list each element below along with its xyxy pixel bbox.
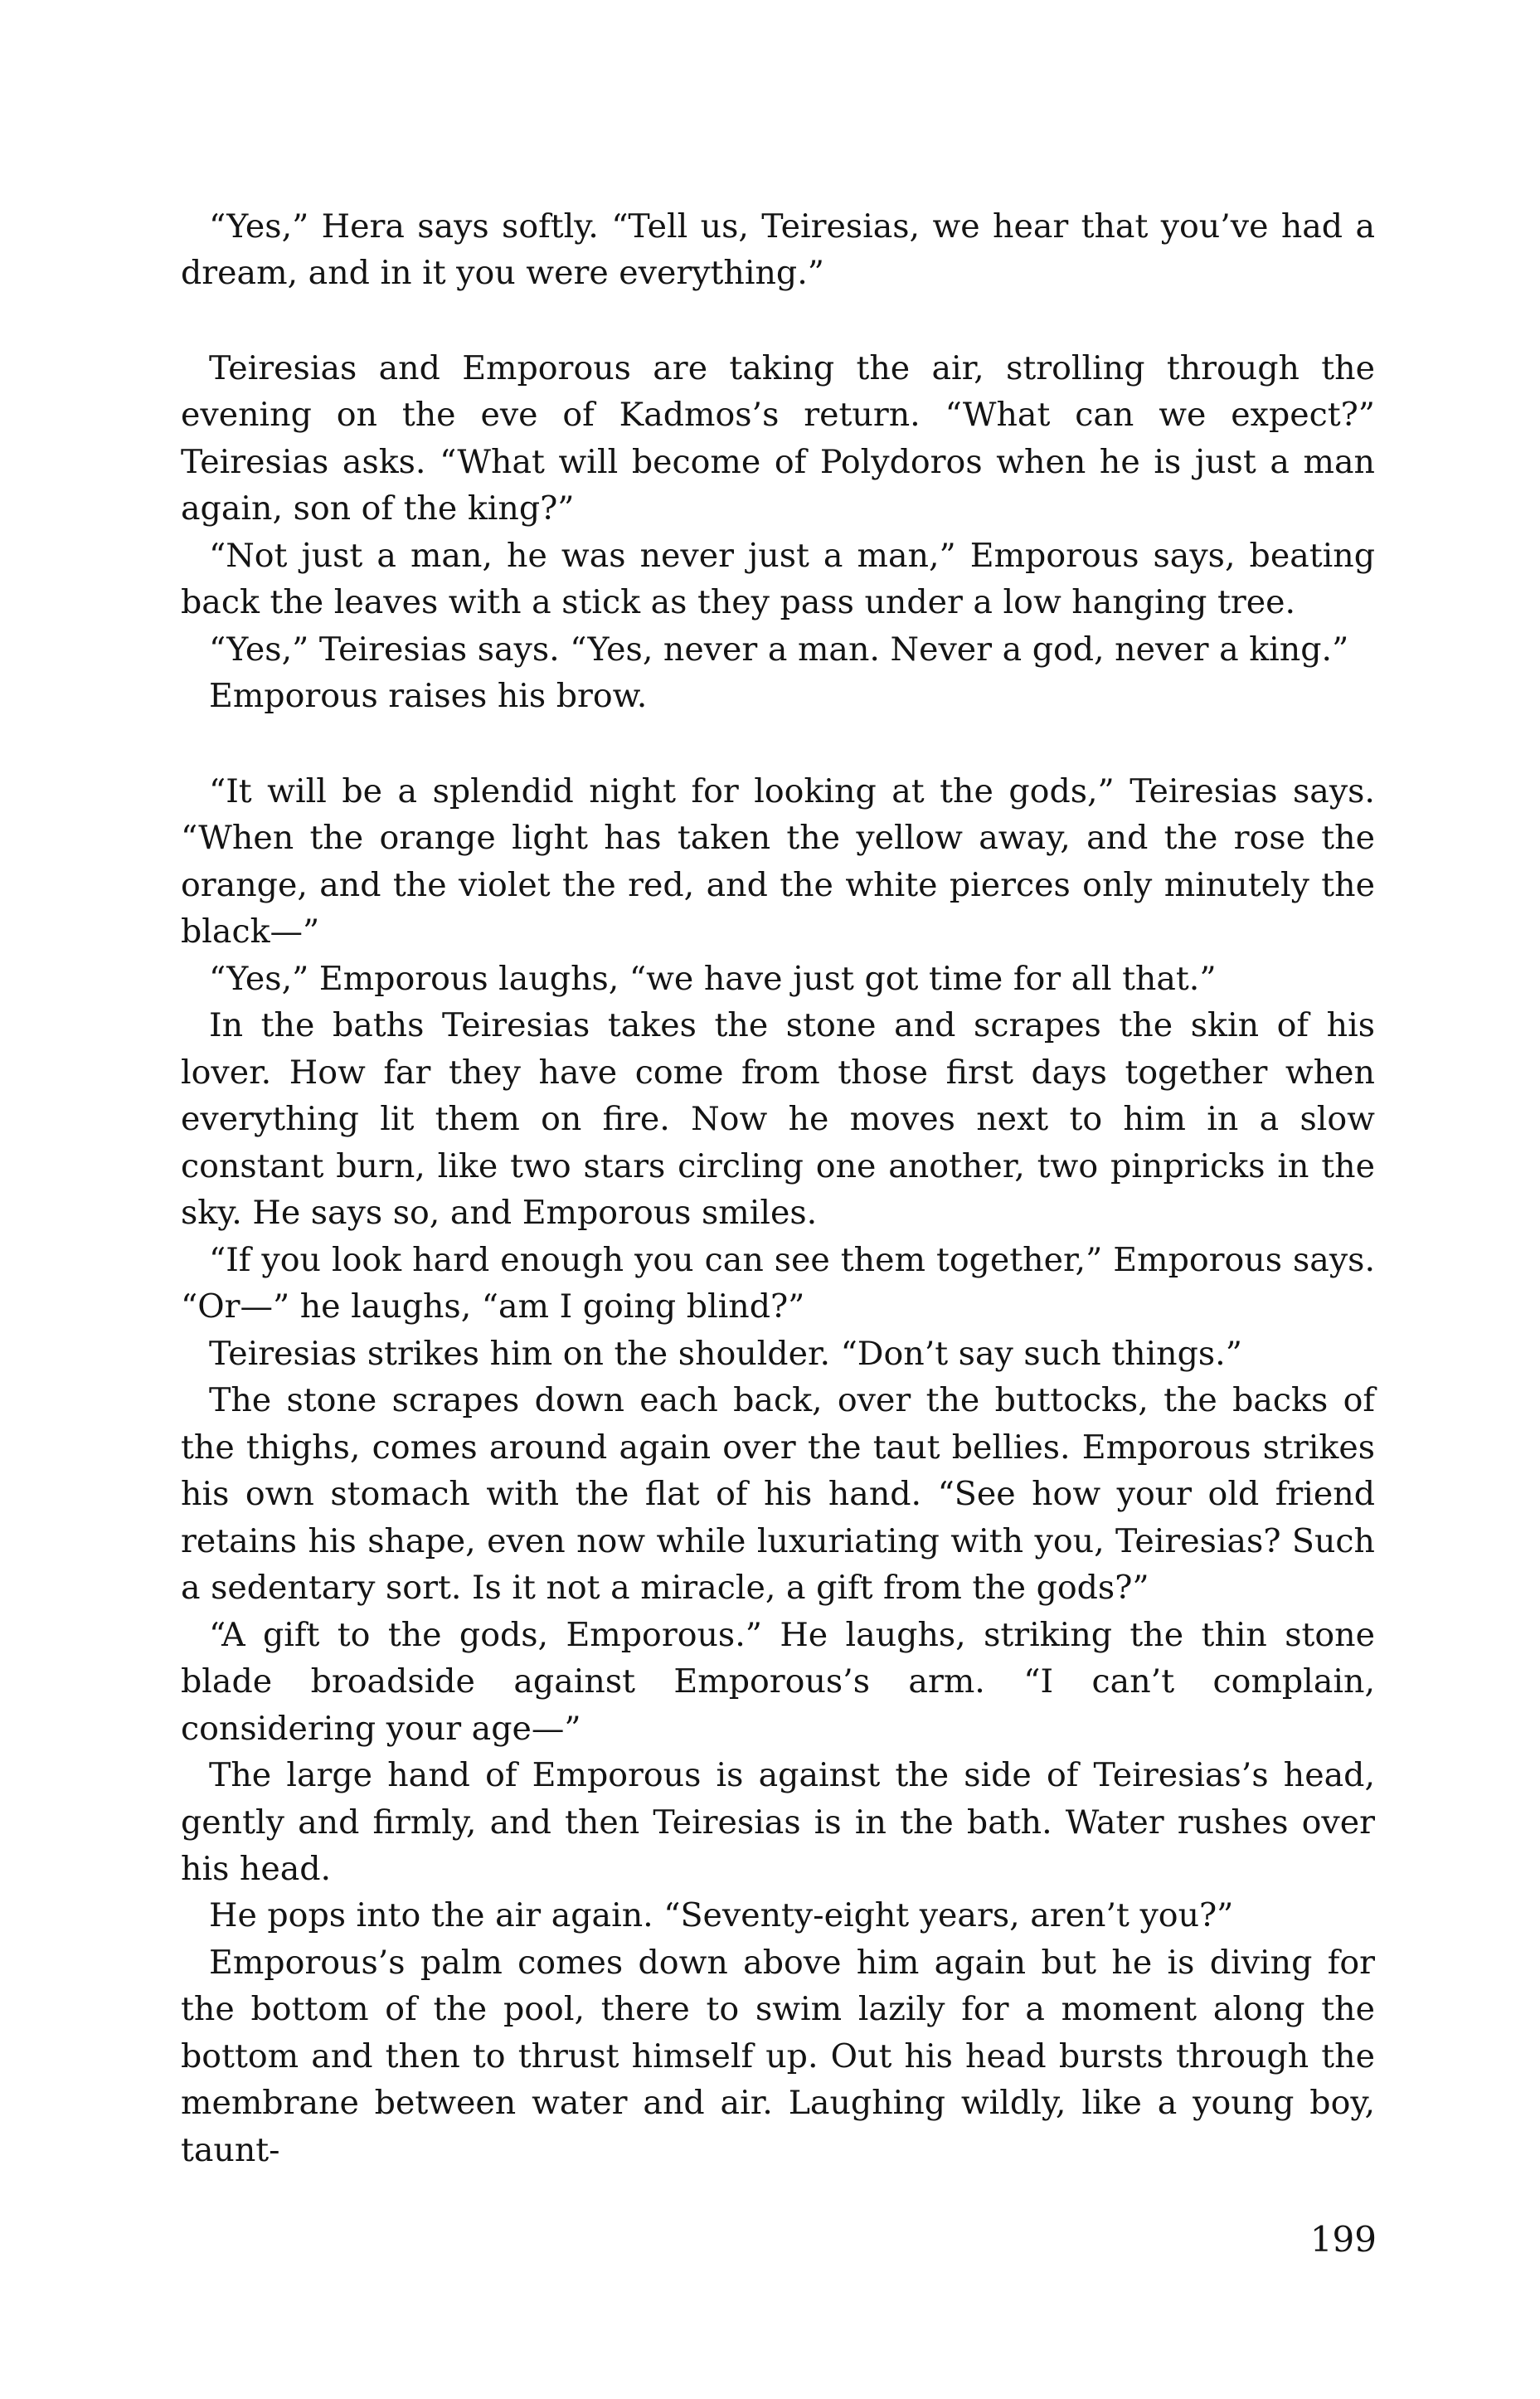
paragraph: “If you look hard enough you can see them together,” Emporous says. “Or—” he laughs, “am I going blind?” bbox=[181, 1240, 1375, 1326]
paragraph: Teiresias and Emporous are taking the air, strolling through the evening on the eve of Kadmos’s return. “What can we expect?” Teiresias asks. “What will become of Polydoros when he is just a man again, son of the king?” bbox=[181, 348, 1375, 528]
section-break bbox=[181, 720, 1375, 768]
paragraph: “A gift to the gods, Emporous.” He laughs, striking the thin stone blade broadside against Emporous’s arm. “I can’t complain, considering your age—” bbox=[181, 1615, 1375, 1748]
section-break bbox=[181, 297, 1375, 345]
paragraph: Emporous’s palm comes down above him again but he is diving for the bottom of the pool, there to swim lazily for a moment along the bottom and then to thrust himself up. Out his head bursts through the membrane between water and air. Laughing wildly, like a young boy, taunt- bbox=[181, 1943, 1375, 2169]
paragraph: He pops into the air again. “Seventy-eight years, aren’t you?” bbox=[209, 1896, 1234, 1935]
paragraph: “Yes,” Emporous laughs, “we have just got time for all that.” bbox=[209, 959, 1217, 998]
paragraph: “Yes,” Hera says softly. “Tell us, Teiresias, we hear that you’ve had a dream, and in it you were everything.” bbox=[181, 207, 1375, 293]
paragraph: The stone scrapes down each back, over the buttocks, the backs of the thighs, comes around again over the taut bellies. Emporous strikes his own stomach with the flat of his hand. “See how your old friend retains his shape, even now while luxuriating with you, Teiresias? Such a sedentary sort. Is it not a miracle, a gift from the gods?” bbox=[181, 1381, 1375, 1608]
page-number: 199 bbox=[1309, 2219, 1377, 2260]
body-text bbox=[181, 203, 1375, 2173]
paragraph: In the baths Teiresias takes the stone and scrapes the skin of his lover. How far they have come from those first days together when everything lit them on fire. Now he moves next to him in a slow constant burn, like two stars circling one another, two pinpricks in the sky. He says so, and Emporous smiles. bbox=[181, 1006, 1375, 1233]
paragraph: “Not just a man, he was never just a man,” Emporous says, beating back the leaves with a stick as they pass under a low hanging tree. bbox=[181, 536, 1375, 622]
paragraph: “Yes,” Teiresias says. “Yes, never a man. Never a god, never a king.” bbox=[209, 630, 1349, 669]
paragraph: The large hand of Emporous is against the side of Teiresias’s head, gently and firmly, and then Teiresias is in the bath. Water rushes over his head. bbox=[181, 1756, 1375, 1888]
paragraph: Emporous raises his brow. bbox=[209, 677, 648, 716]
paragraph: “It will be a splendid night for looking at the gods,” Teiresias says. “When the orange light has taken the yellow away, and the rose the orange, and the violet the red, and the white pierces only minutely the black—” bbox=[181, 771, 1375, 951]
paragraph: Teiresias strikes him on the shoulder. “Don’t say such things.” bbox=[209, 1334, 1242, 1373]
